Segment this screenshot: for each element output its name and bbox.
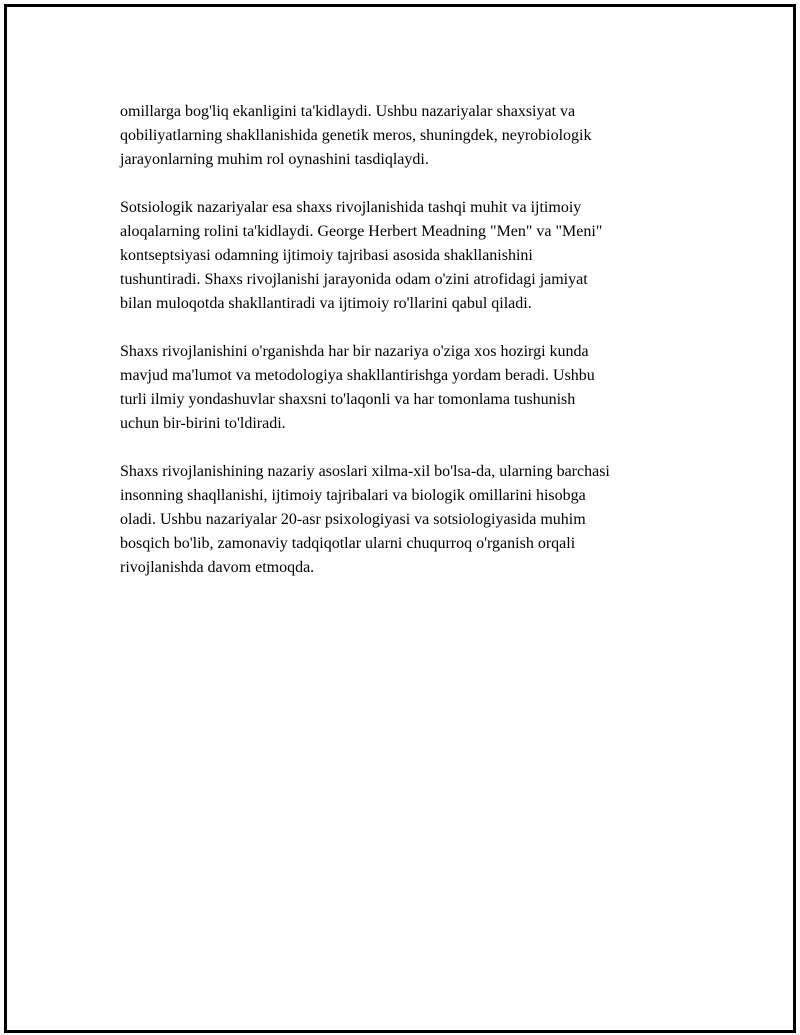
paragraph-1: omillarga bog'liq ekanligini ta'kidlaydi. Ushbu nazariyalar shaxsiyat va qobiliyatlarning shakllanishida genetik meros, shuningdek, neyrobiologik jarayonlarning muhim rol oynashini tasdiqlaydi. bbox=[120, 103, 592, 168]
document-body bbox=[120, 100, 700, 604]
page-border bbox=[4, 4, 796, 1033]
paragraph-3: Shaxs rivojlanishini o'rganishda har bir nazariya o'ziga xos hozirgi kunda mavjud ma'lumot va metodologiya shakllantirishga yordam beradi. Ushbu turli ilmiy yondashuvlar shaxsni to'laqonli va har tomonlama tushunish uchun bir-birini to'ldiradi. bbox=[120, 343, 595, 432]
paragraph-4: Shaxs rivojlanishining nazariy asoslari xilma-xil bo'lsa-da, ularning barchasi insonning shaqllanishi, ijtimoiy tajribalari va biologik omillarini hisobga oladi. Ushbu nazariyalar 20-asr psixologiyasi va sotsiologiyasida muhim bosqich bo'lib, zamonaviy tadqiqotlar ularni chuqurroq o'rganish orqali rivojlanishda davom etmoqda. bbox=[120, 463, 610, 576]
paragraph-2: Sotsiologik nazariyalar esa shaxs rivojlanishida tashqi muhit va ijtimoiy aloqalarning rolini ta'kidlaydi. George Herbert Meadning "Men" va "Meni" kontseptsiyasi odamning ijtimoiy tajribasi asosida shakllanishini tushuntiradi. Shaxs rivojlanishi jarayonida odam o'zini atrofidagi jamiyat bilan muloqotda shakllantiradi va ijtimoiy ro'llarini qabul qiladi. bbox=[120, 199, 603, 312]
